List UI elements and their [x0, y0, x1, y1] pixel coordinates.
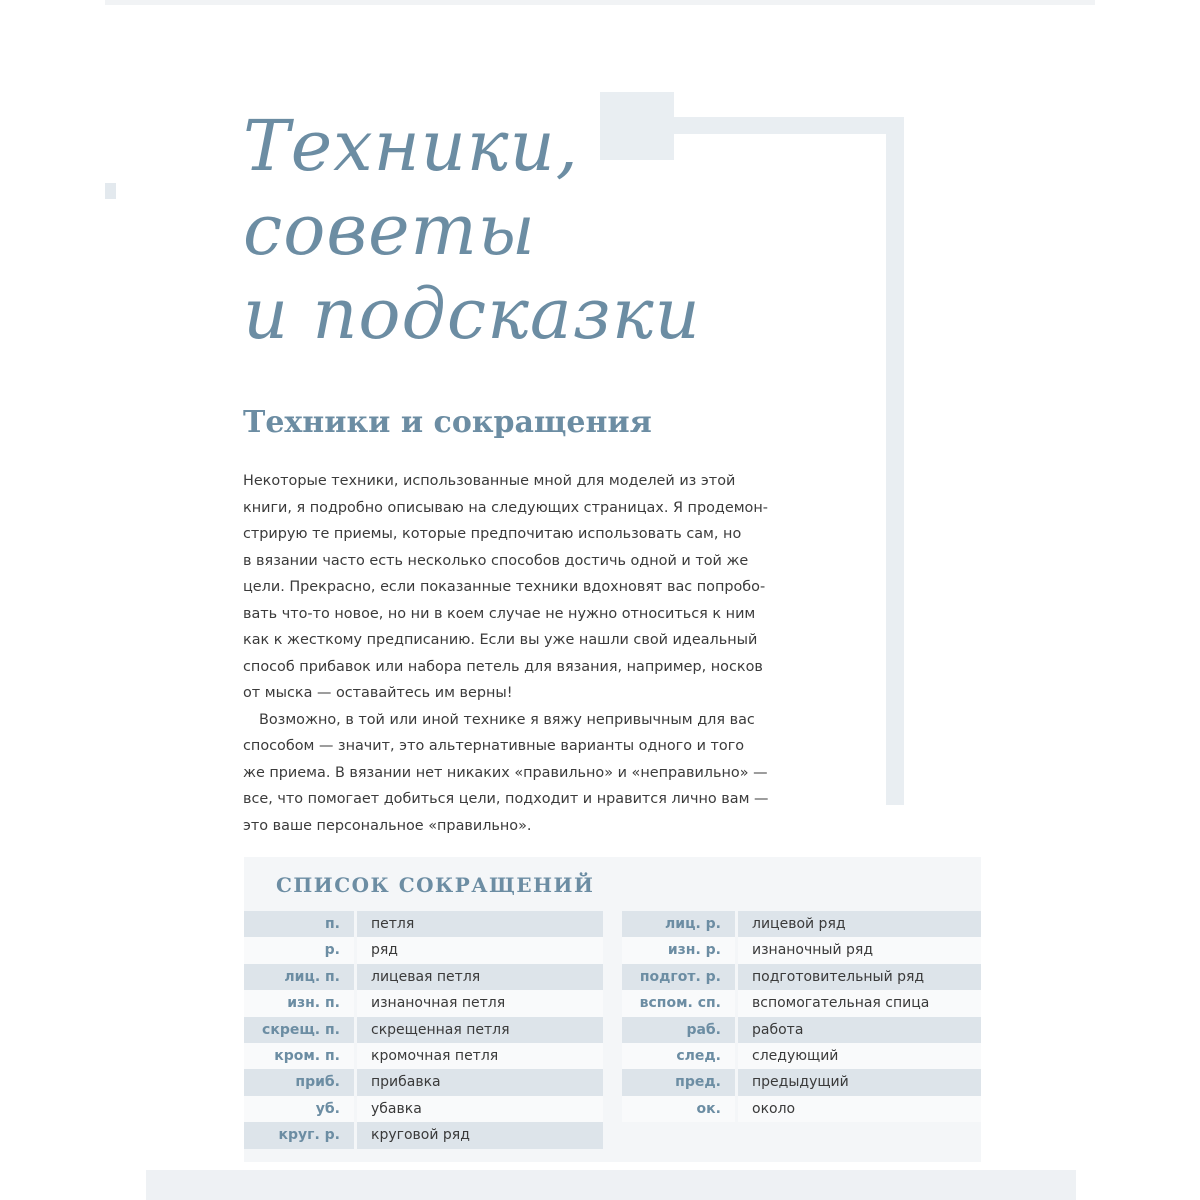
abbreviation-key: круг. р. [244, 1122, 354, 1148]
abbreviation-key: раб. [622, 1017, 735, 1043]
body-line: от мыска — оставайтесь им верны! [243, 685, 513, 701]
decorative-tab [105, 183, 116, 199]
abbreviation-row [244, 1122, 603, 1148]
abbreviation-meaning: предыдущий [738, 1069, 981, 1095]
abbreviation-meaning: около [738, 1096, 981, 1122]
chapter-title-line: и подсказки [243, 273, 701, 355]
abbreviation-meaning: круговой ряд [357, 1122, 603, 1148]
abbreviation-row [244, 1096, 603, 1122]
abbreviation-meaning: подготовительный ряд [738, 964, 981, 990]
abbreviation-key: след. [622, 1043, 735, 1069]
abbreviation-meaning: убавка [357, 1096, 603, 1122]
body-paragraphs [243, 468, 803, 839]
top-rule [105, 0, 1095, 5]
abbreviation-meaning: следующий [738, 1043, 981, 1069]
body-line: как к жесткому предписанию. Если вы уже нашли свой идеальный [243, 632, 758, 648]
abbreviation-row [622, 1096, 981, 1122]
abbreviation-row [244, 1069, 603, 1095]
abbreviation-row [244, 937, 603, 963]
body-line: же приема. В вязании нет никаких «правильно» и «неправильно» — [243, 764, 768, 781]
abbreviation-meaning: вспомогательная спица [738, 990, 981, 1016]
abbreviation-row [622, 964, 981, 990]
abbreviation-key: пред. [622, 1069, 735, 1095]
abbreviation-key: уб. [244, 1096, 354, 1122]
abbreviation-key: подгот. р. [622, 964, 735, 990]
abbreviation-meaning: лицевая петля [357, 964, 603, 990]
chapter-title-line: советы [243, 189, 536, 271]
abbreviations-left-column [244, 911, 603, 1149]
abbreviation-meaning: ряд [357, 937, 603, 963]
body-line: книги, я подробно описываю на следующих страницах. Я продемон- [243, 499, 768, 516]
abbreviation-key: изн. р. [622, 937, 735, 963]
abbreviation-key: вспом. сп. [622, 990, 735, 1016]
abbreviation-key: ок. [622, 1096, 735, 1122]
abbreviation-meaning: изнаночный ряд [738, 937, 981, 963]
abbreviation-key: р. [244, 937, 354, 963]
abbreviation-row [622, 1017, 981, 1043]
abbreviation-meaning: лицевой ряд [738, 911, 981, 937]
body-line: это ваше персональное «правильно». [243, 817, 532, 834]
chapter-title [243, 104, 701, 356]
abbreviation-key: скрещ. п. [244, 1017, 354, 1043]
abbreviation-row [244, 990, 603, 1016]
body-line: Возможно, в той или иной технике я вяжу непривычным для вас [259, 711, 755, 728]
abbreviation-row [244, 1043, 603, 1069]
abbreviation-meaning: петля [357, 911, 603, 937]
body-line: в вязании часто есть несколько способов достичь одной и той же [243, 552, 749, 569]
abbreviations-right-column [622, 911, 981, 1122]
body-line: способом — значит, это альтернативные варианты одного и того [243, 738, 745, 754]
abbreviation-key: п. [244, 911, 354, 937]
abbreviation-row [244, 911, 603, 937]
body-line: цели. Прекрасно, если показанные техники вдохновят вас попробо- [243, 579, 766, 595]
body-line: стрирую те приемы, которые предпочитаю использовать сам, но [243, 526, 742, 542]
abbreviation-row [244, 1017, 603, 1043]
abbreviations-title: СПИСОК СОКРАЩЕНИЙ [276, 873, 595, 897]
abbreviation-meaning: прибавка [357, 1069, 603, 1095]
abbreviation-key: изн. п. [244, 990, 354, 1016]
body-line: вать что-то новое, но ни в коем случае не нужно относиться к ним [243, 605, 756, 622]
abbreviation-key: лиц. р. [622, 911, 735, 937]
abbreviation-key: лиц. п. [244, 964, 354, 990]
chapter-title-line: Техники, [243, 105, 579, 187]
abbreviation-row [622, 1069, 981, 1095]
abbreviation-row [622, 911, 981, 937]
bottom-band [146, 1170, 1076, 1200]
abbreviation-key: кром. п. [244, 1043, 354, 1069]
abbreviation-row [244, 964, 603, 990]
abbreviation-row [622, 990, 981, 1016]
abbreviation-meaning: работа [738, 1017, 981, 1043]
abbreviation-row [622, 1043, 981, 1069]
body-line: Некоторые техники, использованные мной для моделей из этой [243, 473, 736, 489]
section-heading: Техники и сокращения [243, 405, 652, 440]
decorative-frame-right [886, 117, 904, 805]
body-line: все, что помогает добиться цели, подходит и нравится лично вам — [243, 791, 769, 807]
body-line: способ прибавок или набора петель для вязания, например, носков [243, 658, 763, 675]
abbreviation-meaning: изнаночная петля [357, 990, 603, 1016]
abbreviation-key: приб. [244, 1069, 354, 1095]
abbreviation-meaning: кромочная петля [357, 1043, 603, 1069]
abbreviation-meaning: скрещенная петля [357, 1017, 603, 1043]
abbreviation-row [622, 937, 981, 963]
